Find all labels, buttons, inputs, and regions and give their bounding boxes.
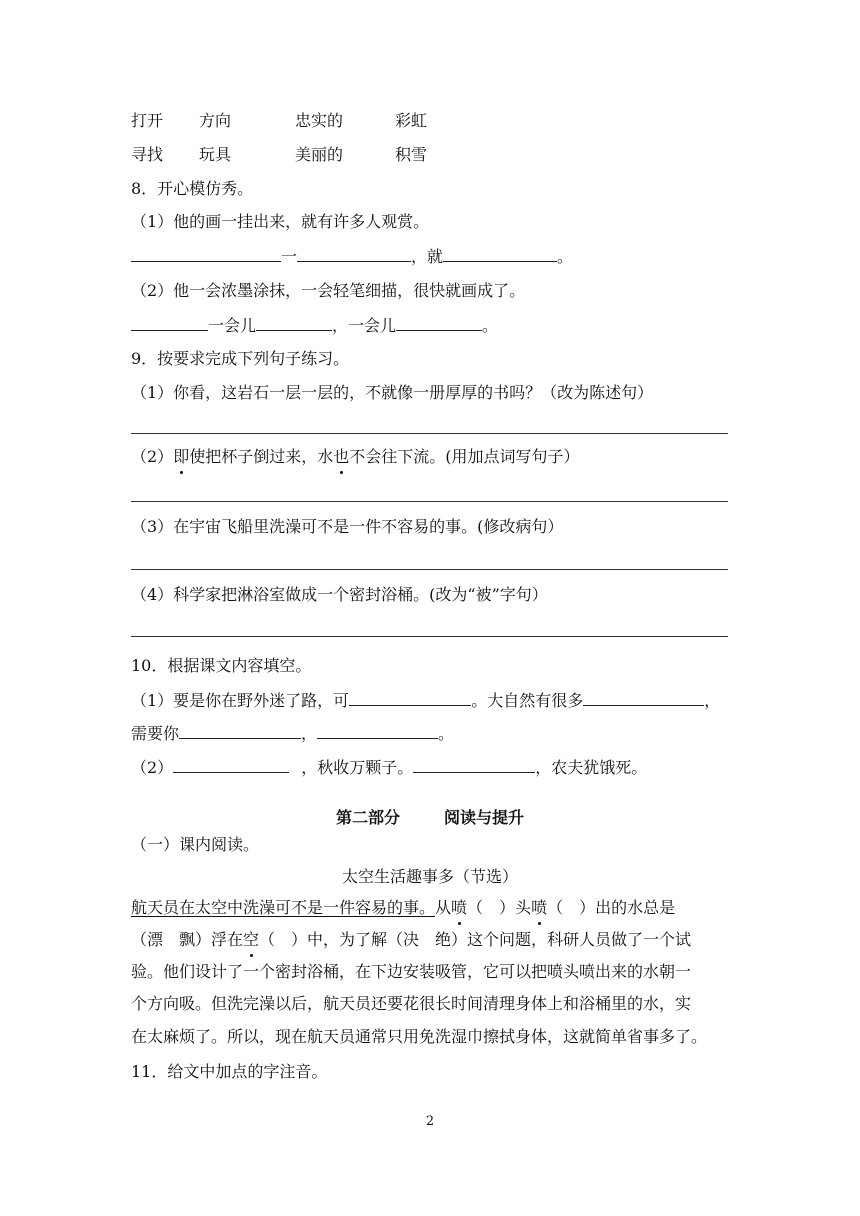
- word: 忠实的: [295, 111, 344, 130]
- answer-line[interactable]: [131, 501, 728, 502]
- answer-line[interactable]: [131, 433, 728, 434]
- word: 玩具: [199, 145, 232, 164]
- text: （ ）出的水总是: [547, 898, 676, 917]
- dotted-char: 喷: [531, 898, 548, 917]
- dotted-char: 即: [173, 447, 190, 466]
- dotted-char: 喷: [451, 898, 468, 917]
- q8-blank-line-1: [131, 245, 573, 268]
- passage-line-2: [131, 929, 691, 951]
- word: 方向: [199, 111, 232, 130]
- word: 打开: [131, 111, 164, 130]
- text: （2）: [131, 447, 174, 466]
- answer-blank[interactable]: [173, 756, 289, 773]
- q10-line-3: [131, 756, 647, 779]
- text: 使把杯子倒过来，水: [189, 447, 334, 466]
- text: ，: [301, 724, 318, 743]
- answer-blank[interactable]: [131, 314, 208, 331]
- text: 。: [438, 724, 455, 743]
- answer-blank[interactable]: [297, 245, 411, 262]
- passage-line-1: [131, 897, 675, 919]
- q8-yihuier-2: ，一会儿: [332, 316, 397, 335]
- text: ，秋收万颗子。: [301, 758, 414, 777]
- q8-jiu: ，就: [411, 247, 444, 266]
- passage-line-4: 个方向吸。但洗完澡以后，航天员还要花很长时间清理身体上和浴桶里的水，实: [131, 994, 692, 1013]
- text: ，农夫犹饿死。: [535, 758, 648, 777]
- page-number: 2: [425, 1114, 435, 1129]
- section-label: 第二部分: [335, 808, 400, 827]
- reading-subheading: （一）课内阅读。: [131, 835, 260, 854]
- q10-title: 10．根据课文内容填空。: [131, 656, 312, 675]
- q10-line-1: [131, 689, 720, 712]
- text: 从: [435, 898, 452, 917]
- answer-blank[interactable]: [131, 245, 281, 262]
- word: 积雪: [395, 145, 428, 164]
- word: 美丽的: [295, 145, 344, 164]
- text: 。大自然有很多: [471, 691, 584, 710]
- q8-yihuier: 一会儿: [208, 316, 257, 335]
- section-title: 阅读与提升: [444, 808, 525, 827]
- q10-line-2: [131, 722, 454, 745]
- dotted-char: 也: [333, 447, 350, 466]
- text: （ ）中，为了解（决 绝）这个问题，科研人员做了一个试: [259, 930, 692, 949]
- answer-line[interactable]: [131, 569, 728, 570]
- text: 需要你: [131, 724, 180, 743]
- q8-sentence-1: （1）他的画一挂出来，就有许多人观赏。: [131, 212, 430, 231]
- word-row-2: [131, 144, 427, 166]
- q9-title: 9．按要求完成下列句子练习。: [131, 349, 350, 368]
- answer-blank[interactable]: [443, 245, 557, 262]
- text: （ ）头: [467, 898, 532, 917]
- q8-title: 8．开心模仿秀。: [131, 179, 254, 198]
- answer-blank[interactable]: [396, 314, 482, 331]
- punct: 。: [482, 316, 499, 335]
- answer-blank[interactable]: [179, 722, 301, 739]
- word-row-1: [131, 110, 427, 132]
- text: （2）: [131, 758, 174, 777]
- passage-line-3: 验。他们设计了一个密封浴桶，在下边安装吸管，它可以把喷头喷出来的水朝一: [131, 962, 692, 981]
- q9-sentence-4: （4）科学家把淋浴室做成一个密封浴桶。(改为“被”字句）: [131, 585, 548, 604]
- q9-sentence-3: （3）在宇宙飞船里洗澡可不是一件不容易的事。(修改病句）: [131, 517, 564, 536]
- q8-blank-line-2: [131, 314, 498, 337]
- answer-blank[interactable]: [256, 314, 332, 331]
- q11-title: 11．给文中加点的字注音。: [131, 1062, 328, 1081]
- underlined-sentence: 航天员在太空中洗澡可不是一件容易的事。: [131, 898, 436, 917]
- answer-blank[interactable]: [583, 689, 704, 706]
- word: 彩虹: [395, 111, 428, 130]
- q9-sentence-2: [131, 446, 579, 468]
- dotted-char: 空: [243, 930, 260, 949]
- punct: 。: [557, 247, 574, 266]
- text: （漂 飘）浮在: [131, 930, 244, 949]
- passage-line-5: 在太麻烦了。所以，现在航天员通常只用免洗湿巾擦拭身体，这就简单省事多了。: [131, 1027, 708, 1046]
- answer-line[interactable]: [131, 636, 728, 637]
- section-heading: [0, 805, 860, 828]
- q8-sentence-2: （2）他一会浓墨涂抹，一会轻笔细描，很快就画成了。: [131, 281, 526, 300]
- text: 不会往下流。(用加点词写句子）: [349, 447, 580, 466]
- text: ，: [704, 691, 721, 710]
- answer-blank[interactable]: [317, 722, 438, 739]
- answer-blank[interactable]: [413, 756, 535, 773]
- answer-blank[interactable]: [349, 689, 471, 706]
- q9-sentence-1: （1）你看，这岩石一层一层的，不就像一册厚厚的书吗？（改为陈述句）: [131, 383, 654, 402]
- text: （1）要是你在野外迷了路，可: [131, 691, 350, 710]
- word: 寻找: [131, 145, 164, 164]
- q8-yi: 一: [281, 247, 298, 266]
- passage-title: 太空生活趣事多（节选）: [341, 867, 518, 886]
